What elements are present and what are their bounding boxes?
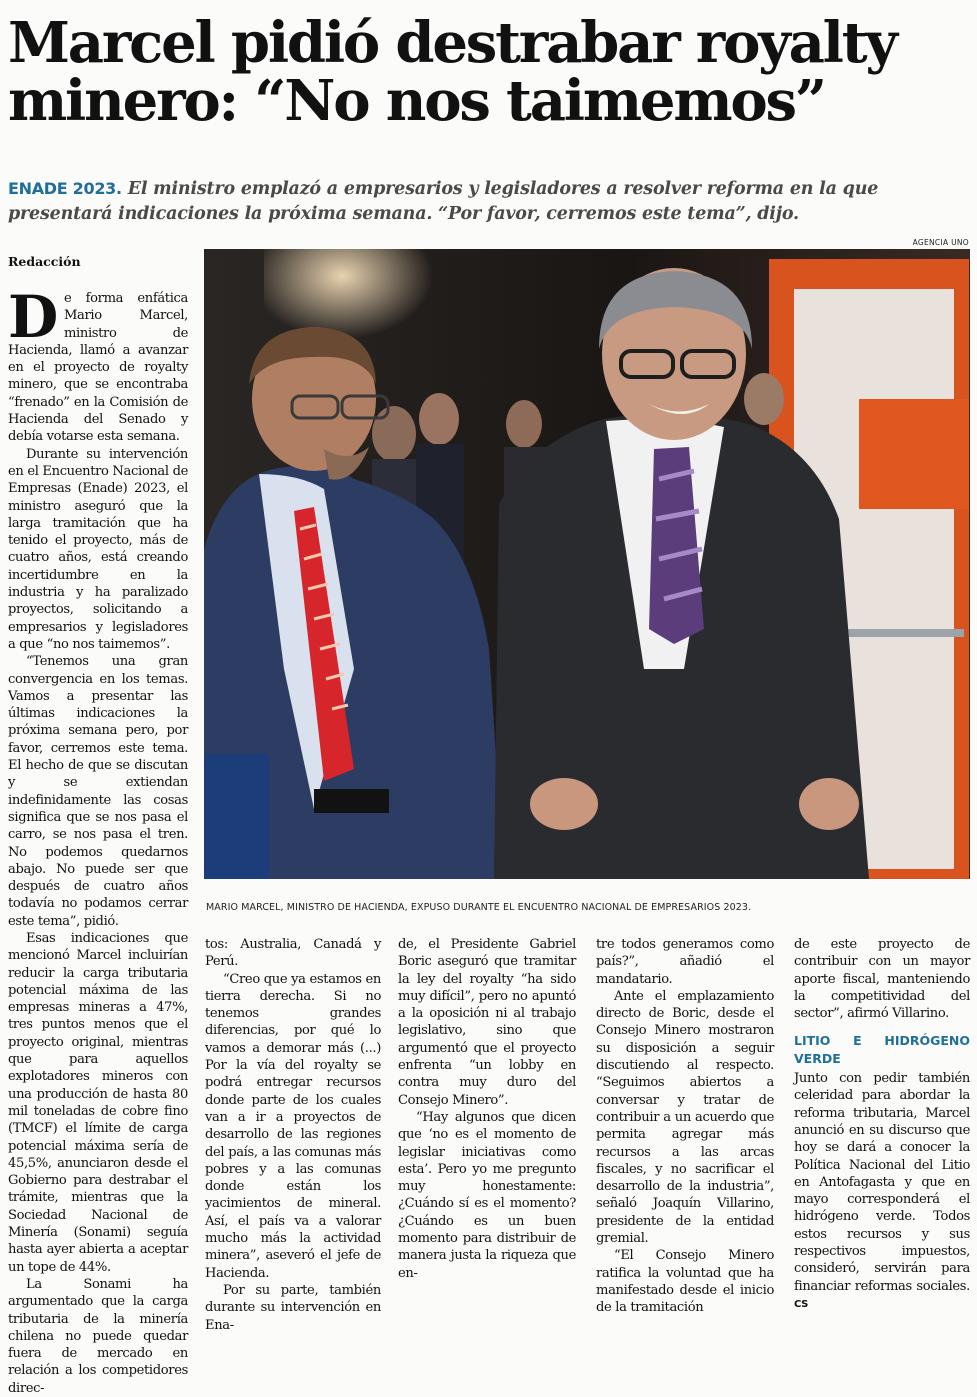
paragraph: tre todos generamos como país?”, añadió el mandatario. (596, 937, 774, 987)
drop-cap: D (8, 283, 58, 351)
paragraph: tos: Australia, Canadá y Perú. (205, 937, 381, 970)
paragraph: La Sonami ha argumentado que la carga tributaria de la minería chilena no puede quedar fuera de mercado en relación a los competidores direc- (8, 1276, 188, 1396)
paragraph: “Hay algunos que dicen que ‘no es el momento de legislar iniciativas como esta’. Pero yo me pregunto muy honestamente: ¿Cuándo sí es el momento? ¿Cuándo es un buen momento para distribuir de manera justa la riqueza que en- (398, 1109, 576, 1281)
photo-credit: AGENCIA UNO (912, 238, 969, 247)
article-column-2 (205, 936, 381, 1333)
photo-caption: MARIO MARCEL, MINISTRO DE HACIENDA, EXPUSO DURANTE EL ENCUENTRO NACIONAL DE EMPRESARIOS 2023. (206, 902, 752, 913)
deck-text: El ministro emplazó a empresarios y legisladores a resolver reforma en la que presentará indicaciones la próxima semana. “Por favor, cerremos este tema”, dijo. (8, 179, 879, 224)
paragraph: Ante el emplazamiento directo de Boric, desde el Consejo Minero mostraron su disposición a seguir discutiendo al respecto. “Seguimos abiertos a conversar y tratar de contribuir a un acuerdo que permita agregar más recursos a las arcas fiscales, y no sacrificar el desarrollo de la industria”, señaló Joaquín Villarino, presidente de la entidad gremial. (596, 988, 774, 1247)
paragraph: Durante su intervención en el Encuentro Nacional de Empresas (Enade) 2023, el ministro aseguró que la larga tramitación que ha tenido el proyecto, más de cuatro años, está creando incertidumbre en la industria y ha paralizado proyectos, solicitando a empresarios y legisladores a que “no nos taimemos”. (8, 446, 188, 652)
paragraph (794, 1070, 970, 1313)
byline: Redacción (8, 254, 81, 269)
section-subhead: LITIO E HIDRÓGENO VERDE (794, 1033, 970, 1066)
lead-paragraph (8, 283, 188, 446)
article-column-4 (596, 936, 774, 1316)
headline-line-1: Marcel pidió destrabar royalty (8, 10, 896, 76)
paragraph: de, el Presidente Gabriel Boric aseguró que tramitar la ley del royalty “ha sido muy difícil”, pero no apuntó a la oposición ni al trabajo legislativo, sino que argumentó que el proyecto enfrenta “un lobby en contra muy duro del Consejo Minero”. (398, 937, 576, 1108)
article-column-1 (8, 283, 188, 1396)
deck-kicker: ENADE 2023. (8, 179, 122, 198)
photo-illustration (204, 249, 970, 879)
end-mark: CS (794, 1298, 809, 1310)
paragraph: “Tenemos una gran convergencia en los temas. Vamos a presentar las últimas indicaciones la próxima semana pero, por favor, cerremos este tema. El hecho de que se discutan y se extiendan indefinidamente las cosas significa que se nos pasa el carro, se nos pasa el tren. No podemos quedarnos abajo. No puede ser que después de cuatro años todavía no podamos cerrar este tema”, pidió. (8, 654, 188, 929)
article-photo (204, 249, 970, 879)
paragraph: Esas indicaciones que mencionó Marcel incluirían reducir la carga tributaria potencial máxima de las empresas mineras a 47%, tres puntos menos que el proyecto original, mientras que para aquellos explotadores mineros con una producción de hasta 80 mil toneladas de cobre fino (TMCF) el límite de carga potencial máxima sería de 45,5%, anunciaron desde el Gobierno para destrabar el trámite, mientras que la Sociedad Nacional de Minería (Sonami) seguía hasta ayer abierta a aceptar un tope de 44%. (8, 930, 188, 1275)
paragraph-text: e forma enfática Mario Marcel, ministro de Hacienda, llamó a avanzar en el proyecto de royalty minero, que se encontraba “frenado” en la Comisión de Hacienda del Senado y debía votarse esta semana. (8, 291, 188, 445)
headline (8, 10, 973, 134)
headline-line-2: minero: “No nos taimemos” (8, 68, 825, 134)
paragraph: Por su parte, también durante su intervención en Ena- (205, 1282, 381, 1333)
article-column-5 (794, 936, 970, 1310)
deck (8, 176, 968, 227)
paragraph: “El Consejo Minero ratifica la voluntad que ha manifestado desde el inicio de la tramitación (596, 1248, 774, 1316)
article-column-3 (398, 936, 576, 1281)
paragraph: de este proyecto de contribuir con un mayor aporte fiscal, manteniendo la competitividad del sector”, afirmó Villarino. (794, 937, 970, 1022)
paragraph-text: Junto con pedir también celeridad para abordar la reforma tributaria, Marcel anunció en su discurso que hoy se dará a conocer la Política Nacional del Litio en Antofagasta y que en mayo corresponderá el hidrógeno verde. Todos estos recursos y sus respectivos impuestos, consideró, servirán para financiar reformas sociales. (794, 1071, 970, 1294)
paragraph: “Creo que ya estamos en tierra derecha. Si no tenemos grandes diferencias, por qué lo vamos a demorar más (...) Por la vía del royalty se podrá entregar recursos donde parte de los cuales van a ir a proyectos de desarrollo de las regiones del país, a las comunas más pobres y a las comunas donde están los yacimientos de mineral. Así, el país va a valorar mucho más la actividad minera”, aseveró el jefe de Hacienda. (205, 971, 381, 1281)
